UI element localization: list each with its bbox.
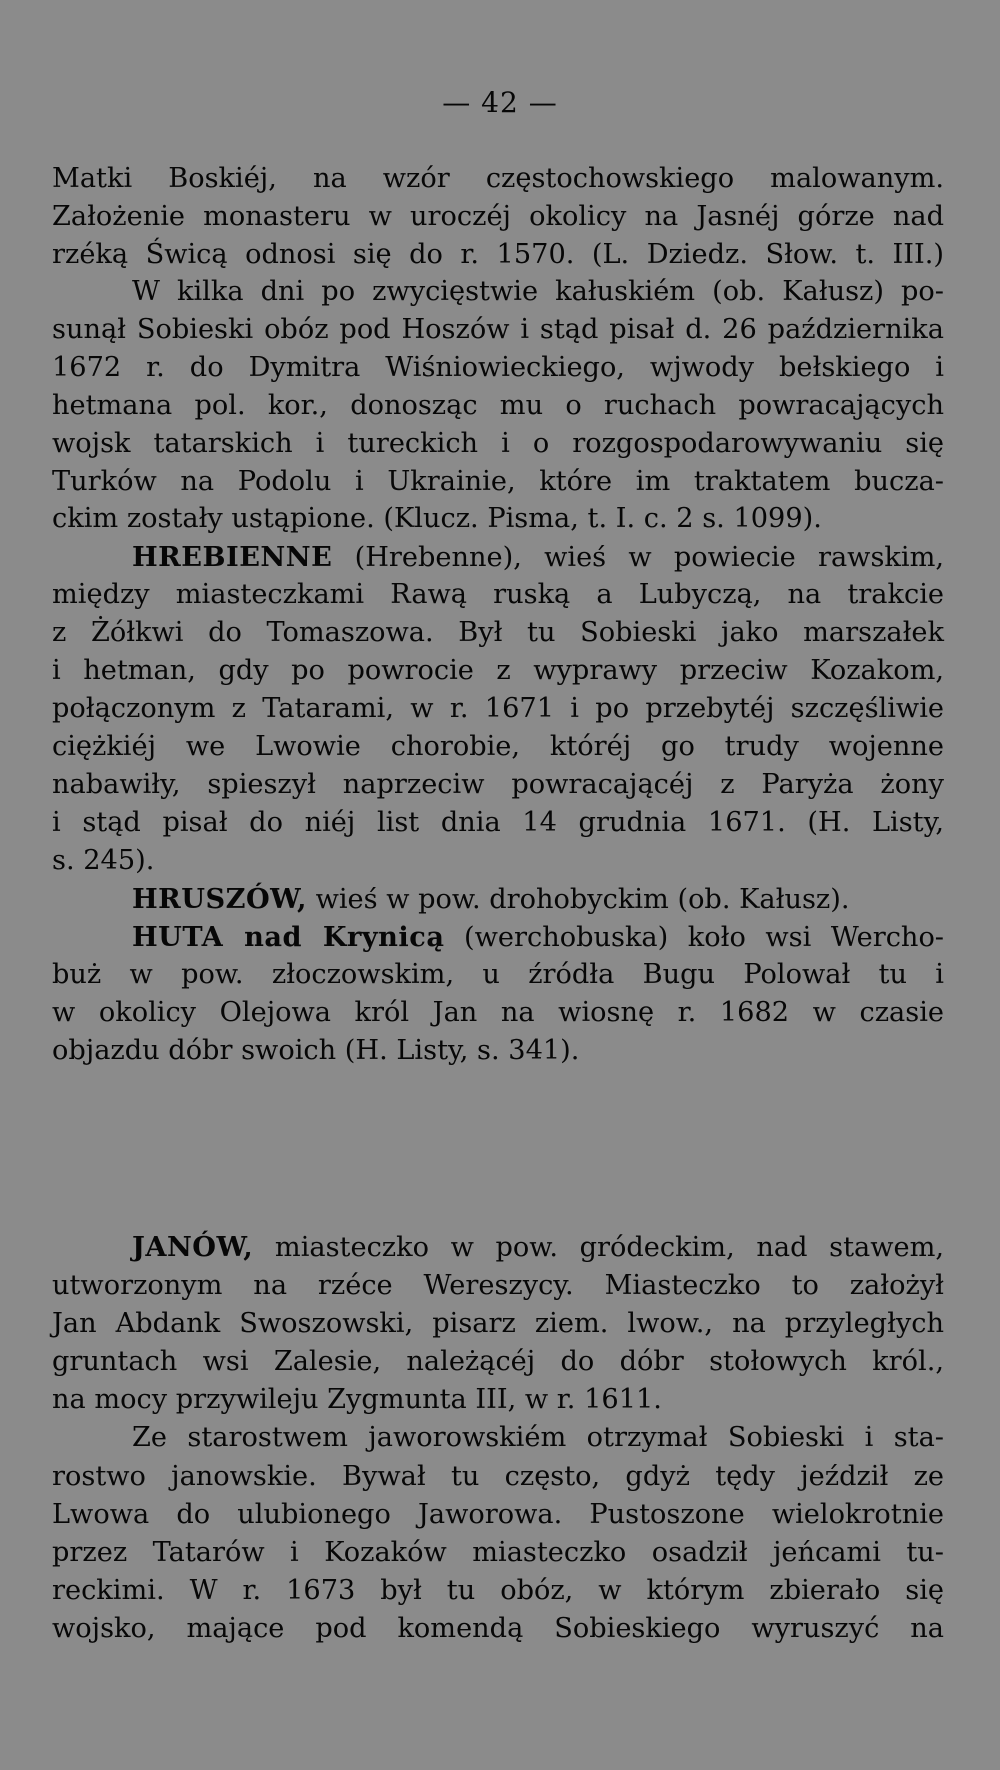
line-text: (Hrebenne), wieś w powiecie rawskim, (332, 542, 944, 573)
line-text: i stąd pisał do niéj list dnia 14 grudnia 1671. (H. Listy, (52, 807, 944, 838)
line-text: W kilka dni po zwycięstwie kałuskiém (ob. Kałusz) po- (132, 276, 944, 307)
entry-line (132, 536, 944, 578)
text-line (52, 423, 944, 465)
text-line (52, 196, 944, 238)
line-text: utworzonym na rzéce Wereszycy. Miasteczko to założył (52, 1270, 944, 1301)
line-text: na mocy przywileju Zygmunta III, w r. 1611. (52, 1384, 662, 1415)
entry-line (132, 1226, 944, 1268)
entry-line (132, 916, 944, 958)
text-line (132, 271, 944, 313)
line-text: Ze starostwem jaworowskiém otrzymał Sobieski i sta- (132, 1422, 944, 1453)
text-line (52, 347, 944, 389)
entry-heading: HUTA nad Krynicą (132, 921, 445, 953)
line-text: reckimi. W r. 1673 był tu obóz, w którym zbierało się (52, 1575, 944, 1606)
entry-line (132, 878, 944, 920)
line-text: Założenie monasteru w uroczéj okolicy na Jasnéj górze nad (52, 201, 944, 232)
text-line (52, 1608, 944, 1650)
text-line (52, 992, 944, 1034)
line-text: Jan Abdank Swoszowski, pisarz ziem. lwow., na przyległych (52, 1308, 944, 1339)
entry-heading: HREBIENNE (132, 541, 333, 573)
line-text: ciężkiéj we Lwowie chorobie, któréj go trudy wojenne (52, 731, 944, 762)
line-text: miasteczko w pow. gródeckim, nad stawem, (253, 1232, 944, 1263)
line-text: s. 245). (52, 845, 155, 876)
text-line (52, 1030, 944, 1072)
line-text: hetmana pol. kor., donosząc mu o ruchach powracających (52, 390, 944, 421)
text-line (52, 1532, 944, 1574)
line-text: rzéką Świcą odnosi się do r. 1570. (L. Dziedz. Słow. t. III.) (52, 239, 944, 270)
line-text: i hetman, gdy po powrocie z wyprawy przeciw Kozakom, (52, 655, 944, 686)
text-line (52, 1265, 944, 1307)
line-text: objazdu dóbr swoich (H. Listy, s. 341). (52, 1035, 580, 1066)
line-text: połączonym z Tatarami, w r. 1671 i po przebytéj szczęśliwie (52, 693, 944, 724)
text-line (52, 688, 944, 730)
text-line (52, 1494, 944, 1536)
line-text: Matki Boskiéj, na wzór częstochowskiego malowanym. (52, 163, 944, 194)
line-text: Turków na Podolu i Ukrainie, które im traktatem bucza- (52, 466, 944, 497)
line-text: rostwo janowskie. Bywał tu często, gdyż tędy jeździł ze (52, 1461, 944, 1492)
text-line (52, 840, 944, 882)
text-line (52, 1303, 944, 1345)
text-line (52, 158, 944, 200)
text-line (52, 1341, 944, 1383)
line-text: 1672 r. do Dymitra Wiśniowieckiego, wjwody bełskiego i (52, 352, 944, 383)
text-line (52, 309, 944, 351)
line-text: Lwowa do ulubionego Jaworowa. Pustoszone wielokrotnie (52, 1499, 944, 1530)
text-line (52, 574, 944, 616)
line-text: z Żółkwi do Tomaszowa. Był tu Sobieski jako marszałek (52, 617, 944, 648)
line-text: sunął Sobieski obóz pod Hoszów i stąd pisał d. 26 października (52, 314, 944, 345)
line-text: buż w pow. złoczowskim, u źródła Bugu Polował tu i (52, 959, 944, 990)
line-text: ckim zostały ustąpione. (Klucz. Pisma, t. I. c. 2 s. 1099). (52, 503, 822, 534)
text-line (52, 954, 944, 996)
page-number: — 42 — (442, 86, 558, 119)
line-text: wojsk tatarskich i tureckich i o rozgospodarowywaniu się (52, 428, 944, 459)
line-text: (werchobuska) koło wsi Wercho- (444, 922, 944, 953)
text-line (52, 385, 944, 427)
text-line (52, 650, 944, 692)
text-line (52, 234, 944, 276)
line-text: nabawiły, spieszył naprzeciw powracającéj z Paryża żony (52, 769, 944, 800)
line-text: wojsko, mające pod komendą Sobieskiego wyruszyć na (52, 1613, 944, 1644)
line-text: między miasteczkami Rawą ruską a Lubyczą, na trakcie (52, 579, 944, 610)
text-line (52, 1570, 944, 1612)
line-text: gruntach wsi Zalesie, należącéj do dóbr stołowych król., (52, 1346, 944, 1377)
text-line (52, 461, 944, 503)
line-text: w okolicy Olejowa król Jan na wiosnę r. 1682 w czasie (52, 997, 944, 1028)
entry-heading: JANÓW, (132, 1231, 254, 1263)
text-line (52, 764, 944, 806)
line-text: wieś w pow. drohobyckim (ob. Kałusz). (306, 884, 850, 915)
line-text: przez Tatarów i Kozaków miasteczko osadził jeńcami tu- (52, 1537, 944, 1568)
text-line (52, 612, 944, 654)
text-line (52, 802, 944, 844)
text-line (52, 726, 944, 768)
text-line (52, 498, 944, 540)
text-line (52, 1456, 944, 1498)
text-line (52, 1379, 944, 1421)
text-line (132, 1417, 944, 1459)
entry-heading: HRUSZÓW, (132, 883, 307, 915)
